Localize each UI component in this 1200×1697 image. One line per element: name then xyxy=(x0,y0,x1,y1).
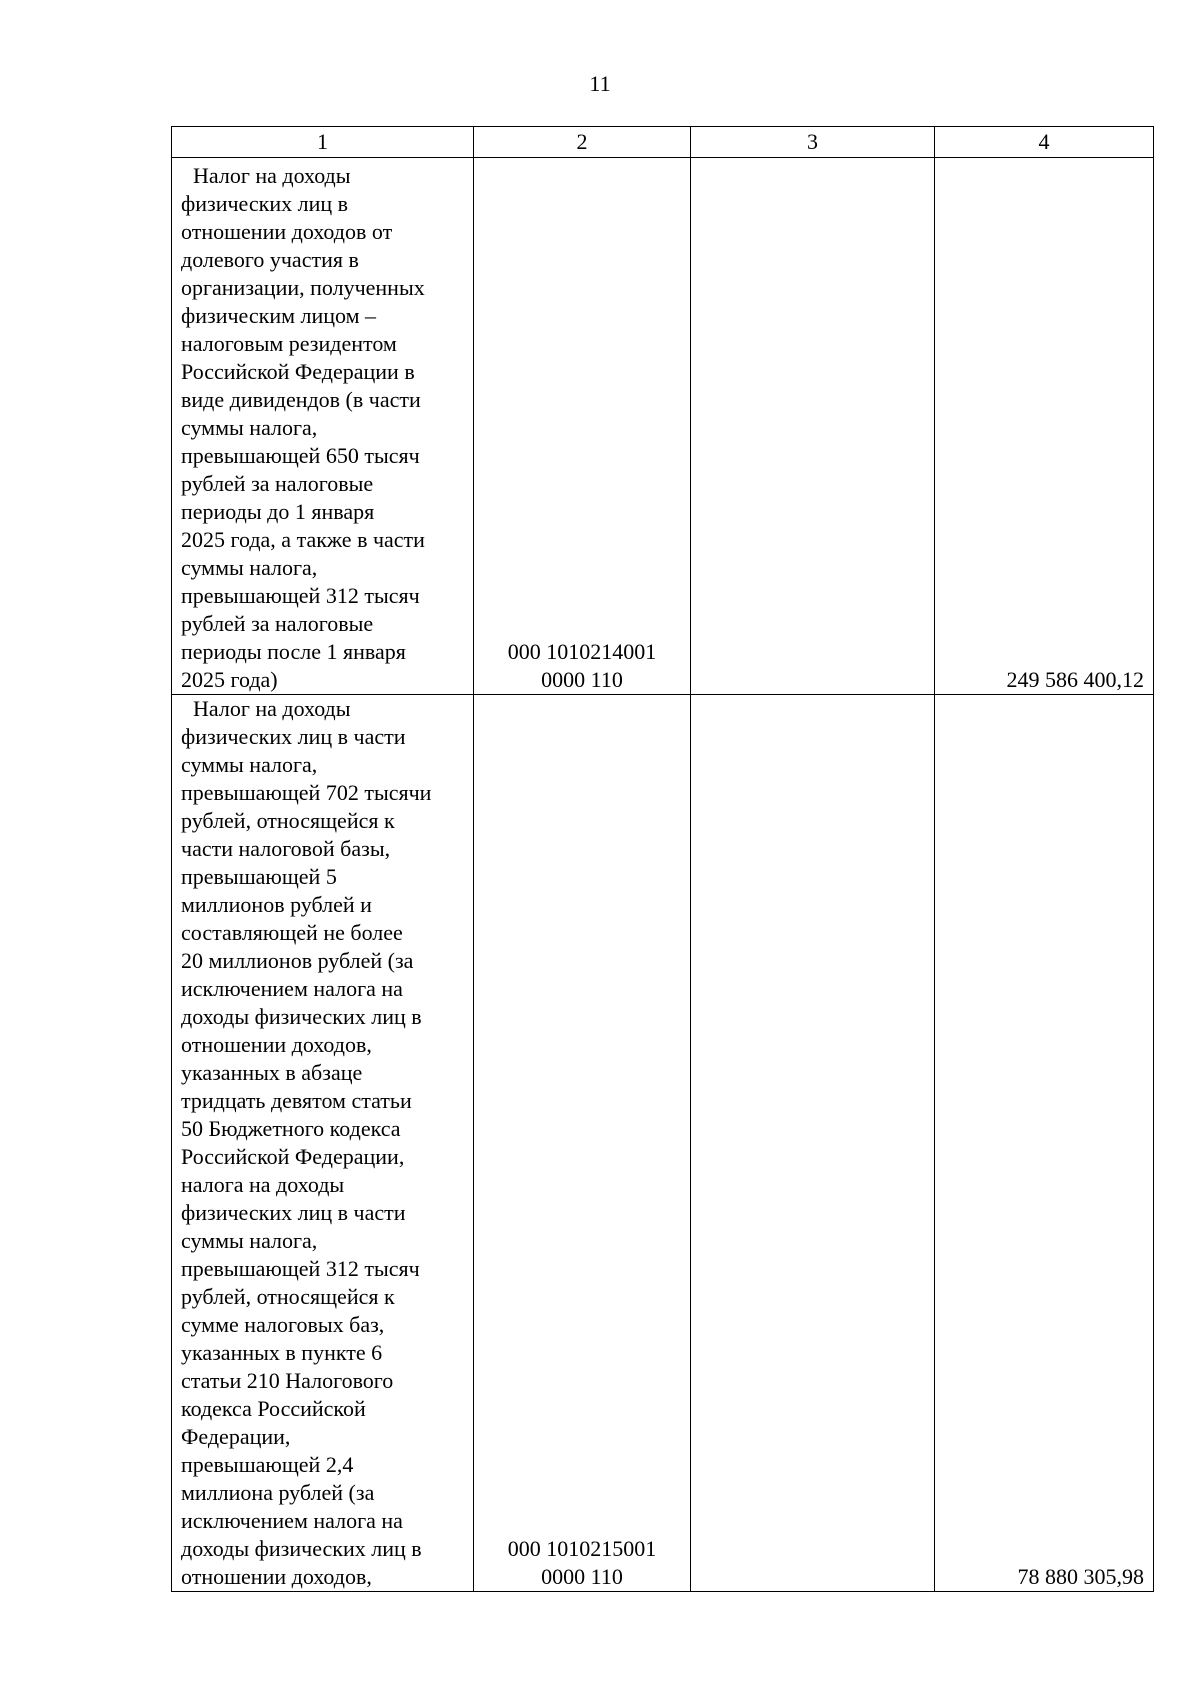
revenue-name-cell xyxy=(172,695,474,1592)
column-header-2: 2 xyxy=(474,127,691,158)
table-row xyxy=(172,158,1154,695)
budget-code-text: 000 1010215001 0000 110 xyxy=(507,1536,657,1589)
amount-cell: 78 880 305,98 xyxy=(935,695,1154,1592)
revenue-name-cell xyxy=(172,158,474,695)
column-3-cell xyxy=(691,695,935,1592)
column-header-1: 1 xyxy=(172,127,474,158)
budget-revenue-table xyxy=(171,126,1154,1592)
table-row xyxy=(172,695,1154,1592)
table-header-row xyxy=(172,127,1154,158)
column-3-cell xyxy=(691,158,935,695)
revenue-name-text: Налог на доходы физических лиц в части суммы налога, превышающей 702 тысячи рублей, относящейся к части налоговой базы, превышающей 5 миллионов рублей и составляющей не более 20 миллионов рублей (за исключением налога на доходы физических лиц в отношении доходов, указанных в абзаце тридцать девятом статьи 50 Бюджетного кодекса Российской Федерации, налога на доходы физических лиц в части суммы налога, превышающей 312 тысяч рублей, относящейся к сумме налоговых баз, указанных в пункте 6 статьи 210 Налогового кодекса Российской Федерации, превышающей 2,4 миллиона рублей (за исключением налога на доходы физических лиц в отношении доходов, xyxy=(181,696,432,1589)
column-header-4: 4 xyxy=(935,127,1154,158)
budget-code-text: 000 1010214001 0000 110 xyxy=(507,639,657,692)
budget-code-cell xyxy=(474,158,691,695)
revenue-name-text: Налог на доходы физических лиц в отношении доходов от долевого участия в организации, полученных физическим лицом – налоговым резидентом Российской Федерации в виде дивидендов (в части суммы налога, превышающей 650 тысяч рублей за налоговые периоды до 1 января 2025 года, а также в части суммы налога, превышающей 312 тысяч рублей за налоговые периоды после 1 января 2025 года) xyxy=(181,163,425,692)
column-header-3: 3 xyxy=(691,127,935,158)
amount-cell: 249 586 400,12 xyxy=(935,158,1154,695)
budget-code-cell xyxy=(474,695,691,1592)
page-number: 11 xyxy=(589,71,611,96)
